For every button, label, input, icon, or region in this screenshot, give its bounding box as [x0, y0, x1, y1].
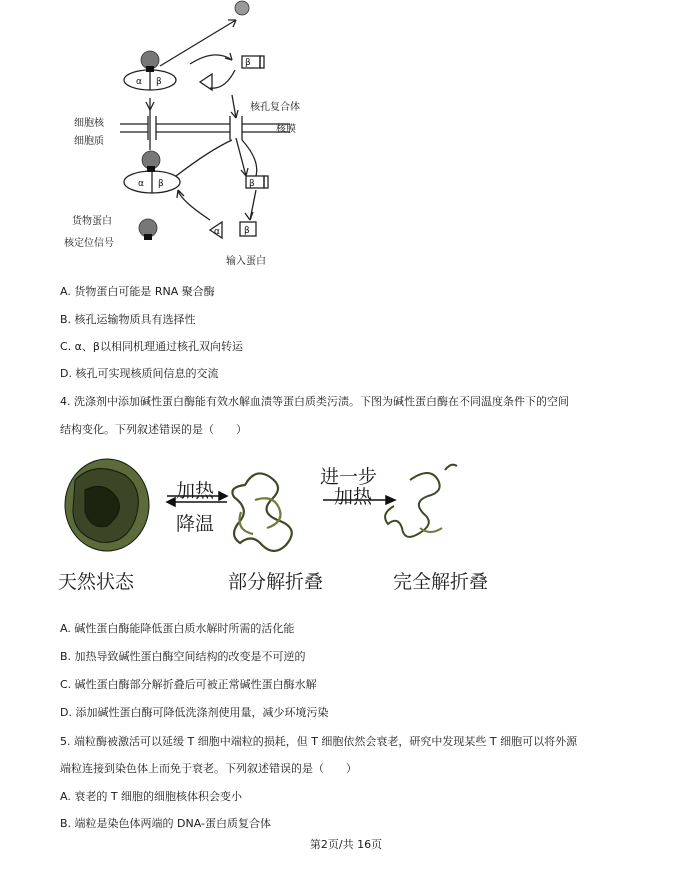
page-number: 第2页/共 16页: [309, 838, 383, 851]
label-import-protein: 输入蛋白: [226, 256, 266, 267]
q4-stem-line1: 4. 洗涤剂中添加碱性蛋白酶能有效水解血渍等蛋白质类污渍。下图为碱性蛋白酶在不同温度条件下的空间: [60, 395, 569, 408]
beta-glyph: β: [244, 226, 250, 236]
beta-glyph: β: [245, 58, 251, 68]
beta-glyph: β: [249, 179, 255, 189]
q3-option-d: D. 核孔可实现核质间信息的交流: [60, 367, 219, 380]
nuclear-transport-diagram: [60, 0, 360, 272]
arrow-further-label: 进一步: [320, 466, 378, 488]
q4-option-b: B. 加热导致碱性蛋白酶空间结构的改变是不可逆的: [60, 650, 306, 663]
arrow-heat2-label: 加热: [334, 486, 373, 508]
state-full-label: 完全解折叠: [393, 571, 489, 593]
alpha-glyph: α: [136, 77, 142, 87]
q5-stem-line1: 5. 端粒酶被激活可以延缓 T 细胞中端粒的损耗，但 T 细胞依然会衰老，研究中发现某些 T 细胞可以将外源: [60, 735, 578, 748]
beta-glyph: β: [158, 179, 164, 189]
label-membrane: 核膜: [276, 124, 296, 135]
q3-option-a: A. 货物蛋白可能是 RNA 聚合酶: [60, 285, 215, 298]
state-native-label: 天然状态: [58, 571, 135, 593]
q5-option-a: A. 衰老的 T 细胞的细胞核体积会变小: [60, 790, 243, 803]
q5-stem-line2: 端粒连接到染色体上而免于衰老。下列叙述错误的是（ ）: [60, 762, 357, 775]
q3-option-c: C. α、β以相同机理通过核孔双向转运: [60, 340, 243, 353]
protein-unfolding-figure: [55, 450, 515, 560]
arrow-heat-label: 加热: [176, 480, 215, 502]
q4-option-d: D. 添加碱性蛋白酶可降低洗涤剂使用量，减少环境污染: [60, 706, 329, 719]
alpha-glyph: α: [138, 179, 144, 189]
alpha-glyph: α: [214, 227, 220, 237]
partial-unfold-image: [232, 473, 291, 551]
state-partial-label: 部分解折叠: [228, 571, 324, 593]
native-state-image: [65, 459, 149, 551]
beta-glyph: β: [156, 77, 162, 87]
q4-option-c: C. 碱性蛋白酶部分解折叠后可被正常碱性蛋白酶水解: [60, 678, 317, 691]
label-cargo: 货物蛋白: [72, 216, 112, 227]
arrow-cool-label: 降温: [176, 513, 215, 535]
q5-option-b: B. 端粒是染色体两端的 DNA-蛋白质复合体: [60, 817, 271, 830]
label-nucleus: 细胞核: [74, 118, 104, 129]
label-cytoplasm: 细胞质: [74, 136, 104, 147]
q3-option-b: B. 核孔运输物质具有选择性: [60, 313, 196, 326]
label-npc: 核孔复合体: [250, 102, 300, 113]
q4-option-a: A. 碱性蛋白酶能降低蛋白质水解时所需的活化能: [60, 622, 295, 635]
full-unfold-image: [385, 465, 457, 537]
q4-stem-line2: 结构变化。下列叙述错误的是（ ）: [60, 423, 247, 436]
label-nls: 核定位信号: [64, 238, 114, 249]
